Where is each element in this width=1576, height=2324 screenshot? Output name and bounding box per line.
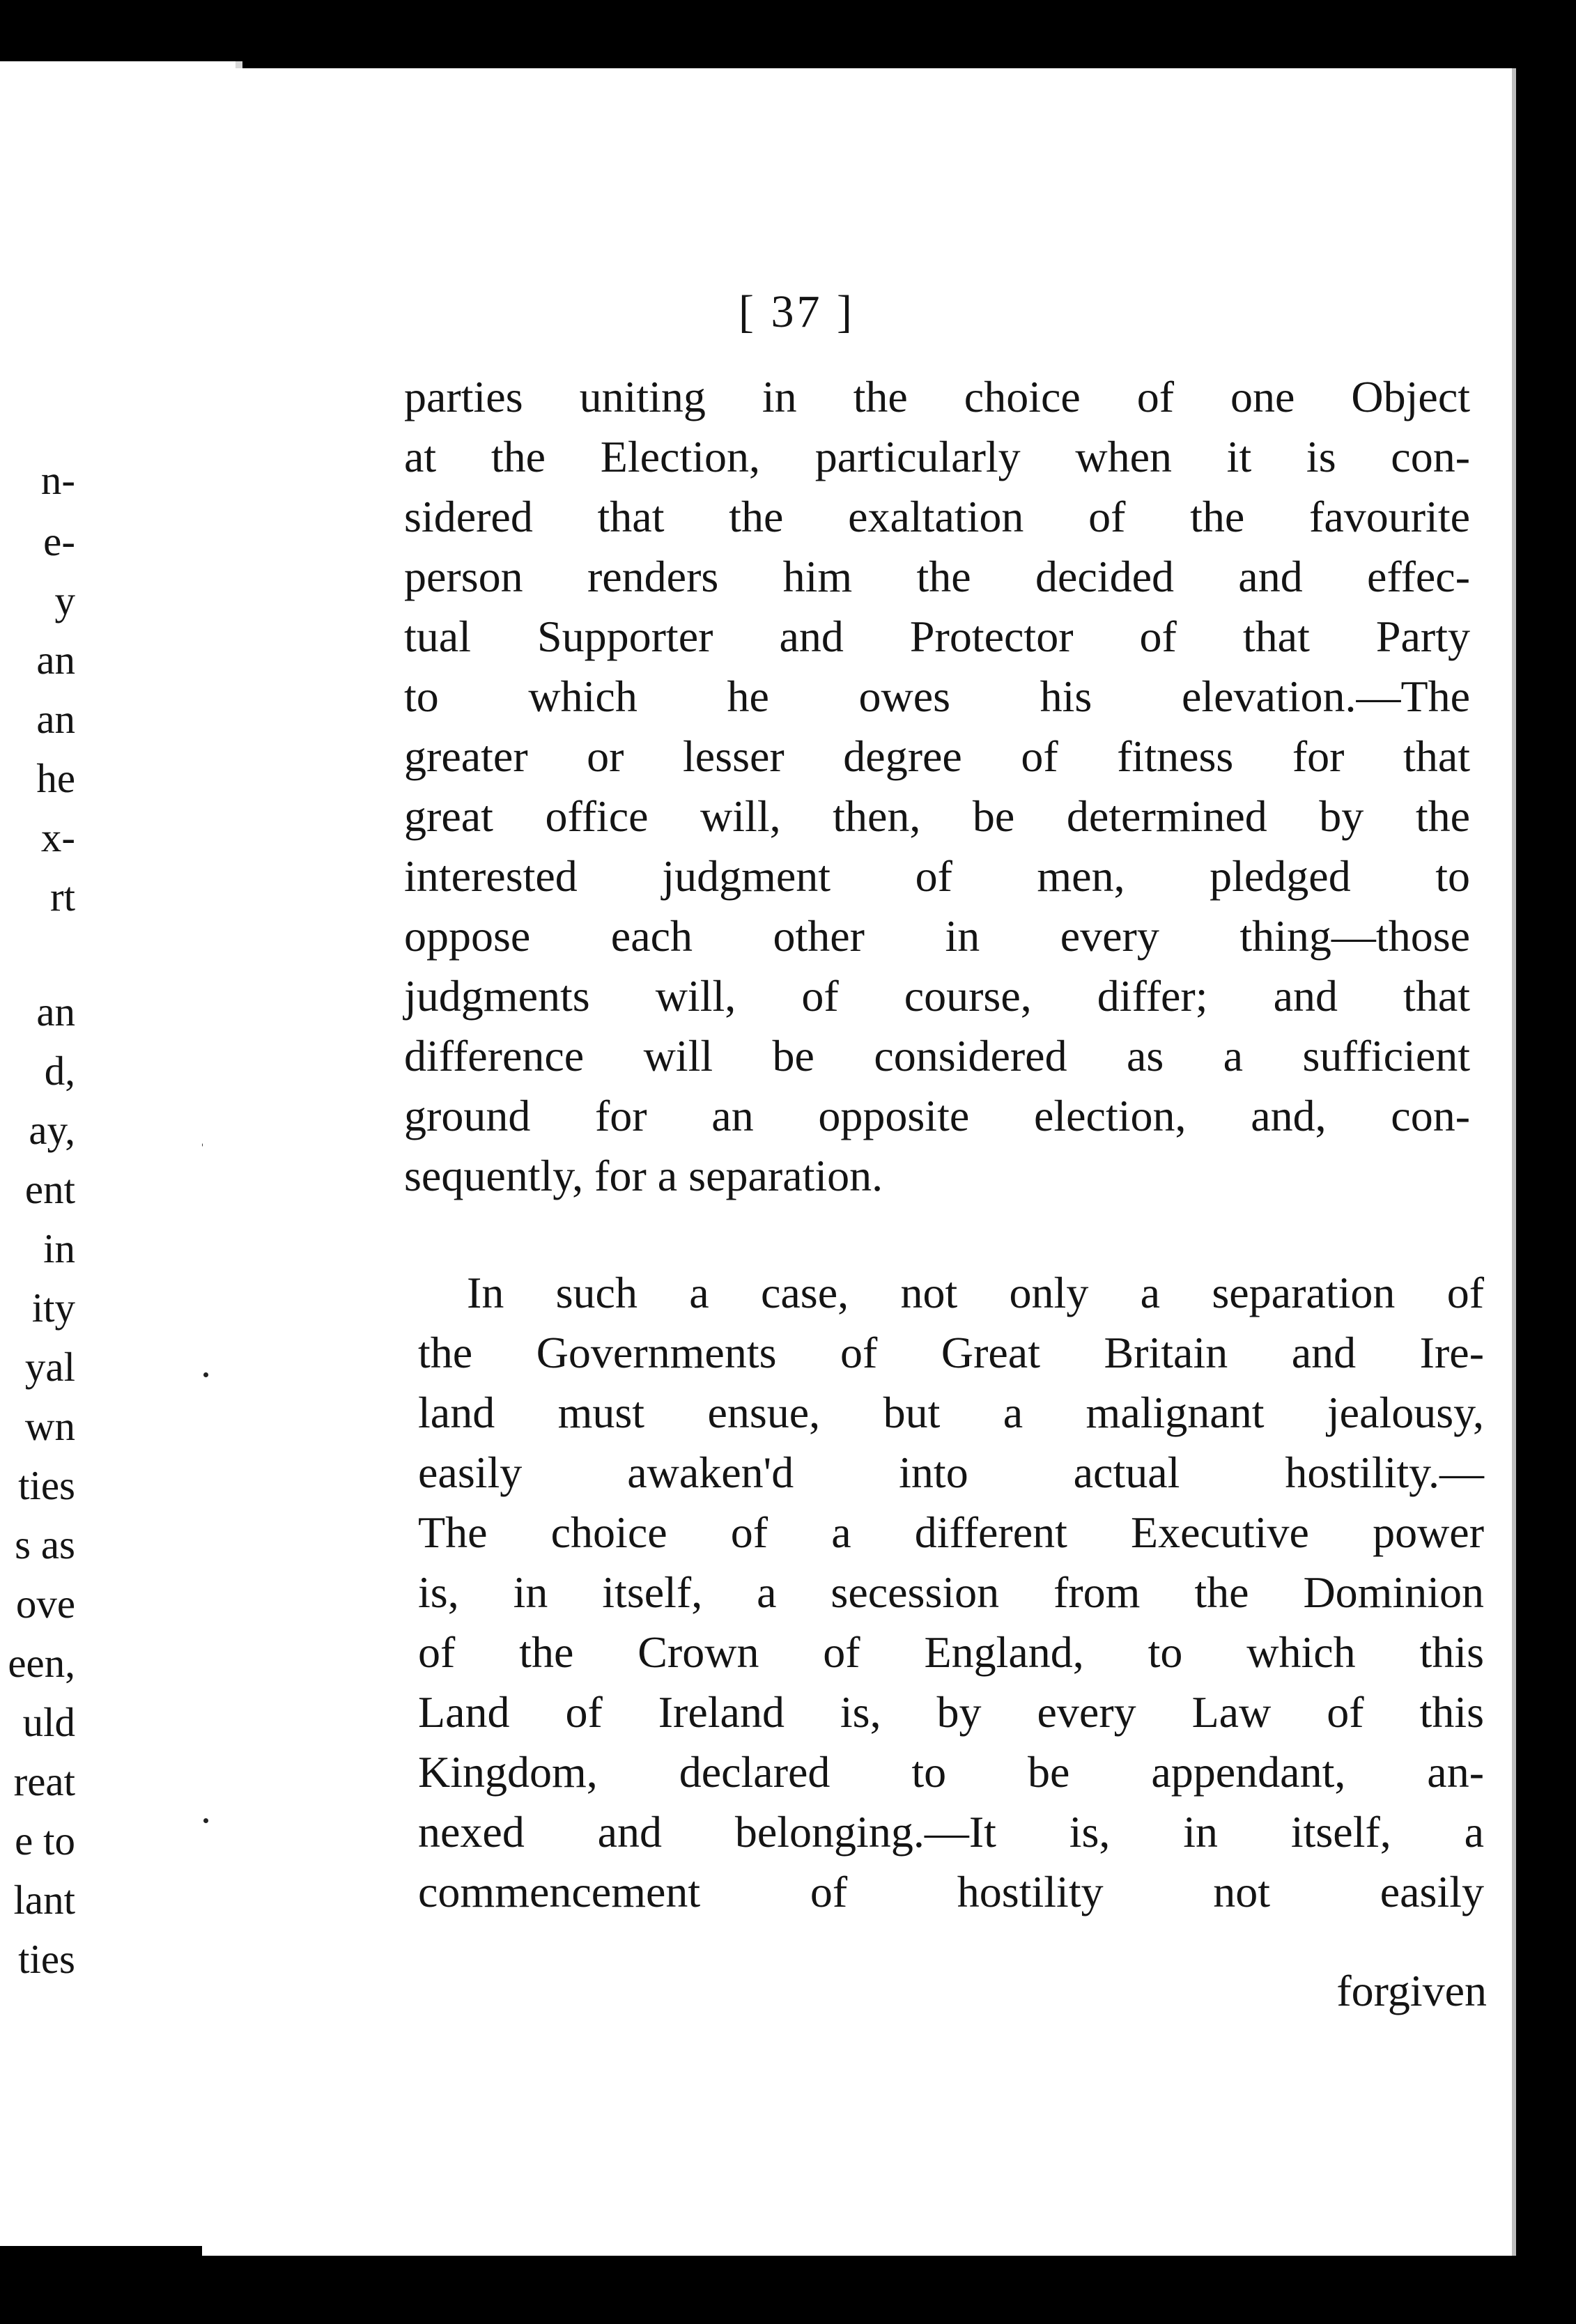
text-line: In such a case, not only a separation of bbox=[467, 1268, 1484, 1317]
text-line: of the Crown of England, to which this bbox=[418, 1627, 1484, 1677]
left-page-fragment: he bbox=[36, 755, 75, 801]
text-line: ground for an opposite election, and, con- bbox=[404, 1091, 1470, 1140]
text-line: greater or lesser degree of fitness for that bbox=[404, 731, 1470, 781]
text-line: easily awaken'd into actual hostility.— bbox=[418, 1448, 1484, 1497]
text-line: great office will, then, be determined by the bbox=[404, 791, 1470, 841]
left-page-fragment: ent bbox=[24, 1166, 75, 1212]
left-page-fragment: y bbox=[54, 578, 75, 623]
text-line: commencement of hostility not easily bbox=[418, 1867, 1484, 1916]
text-line: oppose each other in every thing—those bbox=[404, 911, 1470, 961]
left-page-fragment: ties bbox=[18, 1936, 75, 1982]
text-line: sequently, for a separation. bbox=[404, 1151, 883, 1200]
text-line: judgments will, of course, differ; and that bbox=[404, 971, 1470, 1021]
text-line: the Governments of Great Britain and Ire- bbox=[418, 1328, 1484, 1377]
left-page-fragment: x- bbox=[40, 814, 75, 860]
left-page-fragment: ove bbox=[15, 1581, 75, 1627]
page-number-header: [ 37 ] bbox=[739, 286, 855, 337]
left-page-fragment: s as bbox=[15, 1521, 75, 1567]
text-line: tual Supporter and Protector of that Party bbox=[404, 612, 1470, 661]
left-page-fragment: ay, bbox=[29, 1107, 75, 1153]
left-page-fragment: an bbox=[36, 637, 75, 683]
left-page-fragment: in bbox=[43, 1225, 75, 1271]
left-page-fragment: lant bbox=[13, 1877, 75, 1923]
left-page-fragment: an bbox=[36, 989, 75, 1035]
text-line: interested judgment of men, pledged to bbox=[404, 851, 1470, 901]
left-page bbox=[0, 61, 237, 2246]
left-page-fragment: reat bbox=[13, 1758, 75, 1804]
text-line: sidered that the exaltation of the favourite bbox=[404, 492, 1470, 541]
left-page-fragment: uld bbox=[22, 1699, 75, 1745]
left-page-fragment: wn bbox=[24, 1403, 75, 1449]
text-line: Kingdom, declared to be appendant, an- bbox=[418, 1747, 1484, 1797]
left-page-fragment: n- bbox=[40, 457, 75, 503]
left-page-fragment: ties bbox=[18, 1462, 75, 1508]
text-line: The choice of a different Executive power bbox=[418, 1508, 1484, 1557]
left-page-fragment: rt bbox=[49, 874, 75, 920]
text-line: difference will be considered as a sufficient bbox=[404, 1031, 1470, 1080]
binding-mark bbox=[203, 1818, 208, 1823]
text-line: is, in itself, a secession from the Dominion bbox=[418, 1567, 1484, 1617]
text-line: person renders him the decided and effec- bbox=[404, 552, 1470, 601]
text-line: land must ensue, but a malignant jealousy, bbox=[418, 1388, 1484, 1437]
text-line: to which he owes his elevation.—The bbox=[404, 672, 1470, 721]
right-page bbox=[202, 68, 1512, 2256]
binding-mark bbox=[202, 1142, 203, 1147]
catchword: forgiven bbox=[1336, 1966, 1487, 2015]
left-page-fragment: d, bbox=[44, 1048, 75, 1094]
left-page-fragment: e to bbox=[15, 1818, 75, 1864]
text-line: parties uniting in the choice of one Object bbox=[404, 372, 1470, 421]
left-page-fragment: ity bbox=[31, 1285, 75, 1331]
left-page-fragment: een, bbox=[8, 1640, 75, 1686]
left-page-fragment: e- bbox=[43, 518, 75, 564]
text-line: nexed and belonging.—It is, in itself, a bbox=[418, 1807, 1484, 1857]
left-page-fragment: yal bbox=[24, 1344, 75, 1390]
text-line: at the Election, particularly when it is con- bbox=[404, 432, 1470, 481]
text-line: Land of Ireland is, by every Law of this bbox=[418, 1687, 1484, 1737]
binding-mark bbox=[203, 1372, 208, 1377]
left-page-fragment: an bbox=[36, 696, 75, 742]
page-edge-shadow bbox=[1512, 68, 1516, 2256]
